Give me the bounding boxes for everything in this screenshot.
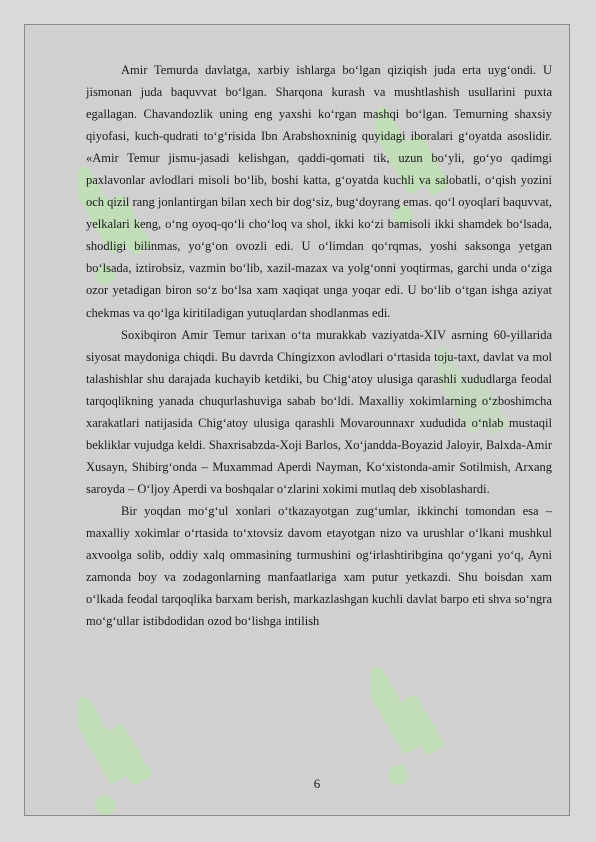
watermark-logo-icon xyxy=(77,675,167,816)
paragraph: Amir Temurda davlatga, xarbiy ishlarga bo‘lgan qiziqish juda erta uyg‘ondi. U jismonan juda baquvvat bo‘lgan. Sharqona kurash va mushtlashish usullarini puxta egallagan. Chavandozlik uning eng yaxshi ko‘rgan mashqi bo‘lgan. Temurning shaxsiy qiyofasi, kuch-qudrati to‘g‘risida Ibn Arabshoxninig quyidagi iboralari g‘oyatda asoslidir. «Amir Temur jismu-jasadi kelishgan, qaddi-qomati tik, uzun bo‘yli, go‘yo qadimgi paxlavonlar avlodlari misoli bo‘lib, boshi katta, g‘oyatda kuchli va salobatli, o‘qish yozini och qizil rang jonlantirgan bilan xech bir dog‘siz, bug‘doyrang emas. qo‘l oyoqlari baquvvat, yelkalari keng, o‘ng oyoq-qo‘li cho‘loq va shol, ikki ko‘zi bamisoli ikki shamdek bo‘lsada, shodligi bilinmas, yo‘g‘on ovozli edi. U o‘limdan qo‘rqmas, yoshi saksonga yetgan bo‘lsada, iztirobsiz, vazmin bo‘lib, xazil-mazax va yolg‘onni yoqtirmas, garchi unda o‘ziga ozor yetadigan biron so‘z bo‘lsa xam xaqiqat unga yoqar edi. U bo‘lib o‘tgan ishga aziyat chekmas va qo‘lga kiritiladigan yutuqlardan shodlanmas edi. xyxy=(86,63,552,320)
paragraph: Soxibqiron Amir Temur tarixan o‘ta murakkab vaziyatda-XIV asrning 60-yillarida siyosat maydoniga chiqdi. Bu davrda Chingizxon avlodlari o‘rtasida toju-taxt, davlat va mol talashishlar shu darajada kuchayib ketdiki, bu Chig‘atoy ulusiga qarashli xududlarga feodal tarqoqlikning yanada chuqurlashuviga sabab bo‘ldi. Maxalliy xokimlarning o‘zboshimcha xarakatlari natijasida Chig‘atoy ulusiga qarashli Movarounnaxr xududida o‘nlab mustaqil bekliklar vujudga keldi. Shaxrisabzda-Xoji Barlos, Xo‘jandda-Boyazid Jaloyir, Balxda-Amir Xusayn, Shibirg‘onda – Muxammad Aperdi Nayman, Ko‘xistonda-amir Sotilmish, Arxang saroyda – O‘ljoy Aperdi va boshqalar o‘zlarini xokimi mutlaq deb xisoblashardi. xyxy=(86,327,552,496)
paragraph: Bir yoqdan mo‘g‘ul xonlari o‘tkazayotgan zug‘umlar, ikkinchi tomondan esa – maxalliy xokimlar o‘rtasida to‘xtovsiz davom etayotgan nizo va urushlar o‘lkani mushkul axvoolga solib, oddiy xalq ommasining turmushini og‘irlashtiribgina qo‘ygani yo‘q, Ayni zamonda boy va zodagonlarning manfaatlariga xam putur yetkazdi. Shu boisdan xam o‘lkada feodal tarqoqlika barxam berish, markazlashgan kuchli davlat barpo eti shva so‘ngra mo‘g‘ullar istibdodidan ozod bo‘lishga intilish xyxy=(86,503,552,629)
watermark-logo-icon xyxy=(370,645,460,795)
document-page xyxy=(24,24,570,816)
document-body xyxy=(86,59,552,632)
page-number: 6 xyxy=(313,776,321,791)
